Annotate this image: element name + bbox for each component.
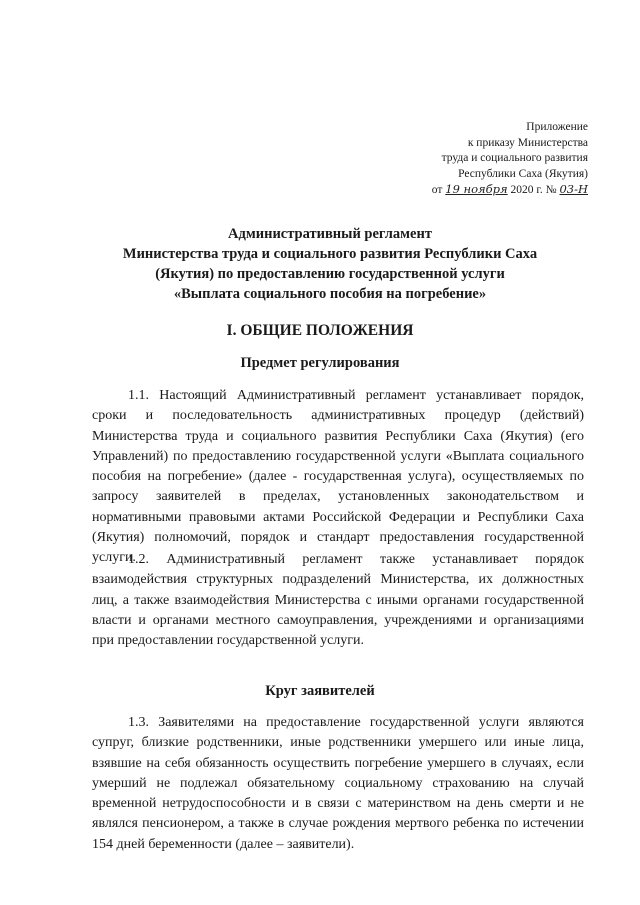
handwritten-date: 19 ноября bbox=[445, 182, 508, 196]
subheading-applicants: Круг заявителей bbox=[265, 683, 375, 699]
appendix-line: труда и социального развития bbox=[441, 152, 588, 164]
handwritten-number: 03-Н bbox=[559, 182, 588, 196]
appendix-block bbox=[432, 120, 588, 199]
title-line: Министерства труда и социального развития Республики Саха bbox=[122, 246, 538, 262]
subheading-subject: Предмет регулирования bbox=[240, 355, 400, 371]
date-prefix: от bbox=[431, 184, 443, 196]
appendix-date-line bbox=[432, 182, 588, 199]
paragraph-1-2: 1.2. Административный регламент также устанавливает порядок взаимодействия структурных подразделений Министерства, их должностных лиц, а также взаимодействия Министерства с иными органами государственной власти и органами местного самоуправления, учреждениями и организациями при предоставлении государственной услуги. bbox=[92, 552, 584, 649]
paragraph-1-1: 1.1. Настоящий Административный регламент устанавливает порядок, сроки и последовательность административных процедур (действий) Министерства труда и социального развития Республики Саха (Якутия) (его Управлений) по предоставлению государственной услуги «Выплата социального пособия на погребение» (далее - государственная услуга), осуществляемых по запросу заявителей в пределах, установленных законодательством и нормативными правовыми актами Российской Федерации и Республики Саха (Якутия) полномочий, порядок и стандарт предоставления государственной услуги. bbox=[92, 388, 584, 566]
appendix-line: Приложение bbox=[526, 121, 588, 133]
title-line: Административный регламент bbox=[228, 226, 432, 242]
title-line: «Выплата социального пособия на погребение» bbox=[173, 286, 487, 302]
paragraph-1-3: 1.3. Заявителями на предоставление государственной услуги являются супруг, близкие родственники, иные родственники умершего или иные лица, взявшие на себя обязанность осуществить погребение умершего в случаях, если умерший не подлежал обязательному социальному страхованию на случай временной нетрудоспособности и в связи с материнством на день смерти и не являлся пенсионером, а также в случае рождения мертвого ребенка по истечении 154 дней беременности (далее – заявители). bbox=[92, 715, 584, 852]
document-title bbox=[100, 224, 560, 304]
title-line: (Якутия) по предоставлению государственной услуги bbox=[155, 266, 505, 282]
appendix-line: Республики Саха (Якутия) bbox=[458, 167, 588, 180]
appendix-line: к приказу Министерства bbox=[467, 136, 588, 149]
date-year: 2020 г. № bbox=[510, 184, 557, 196]
section-heading: I. ОБЩИЕ ПОЛОЖЕНИЯ bbox=[226, 322, 414, 339]
